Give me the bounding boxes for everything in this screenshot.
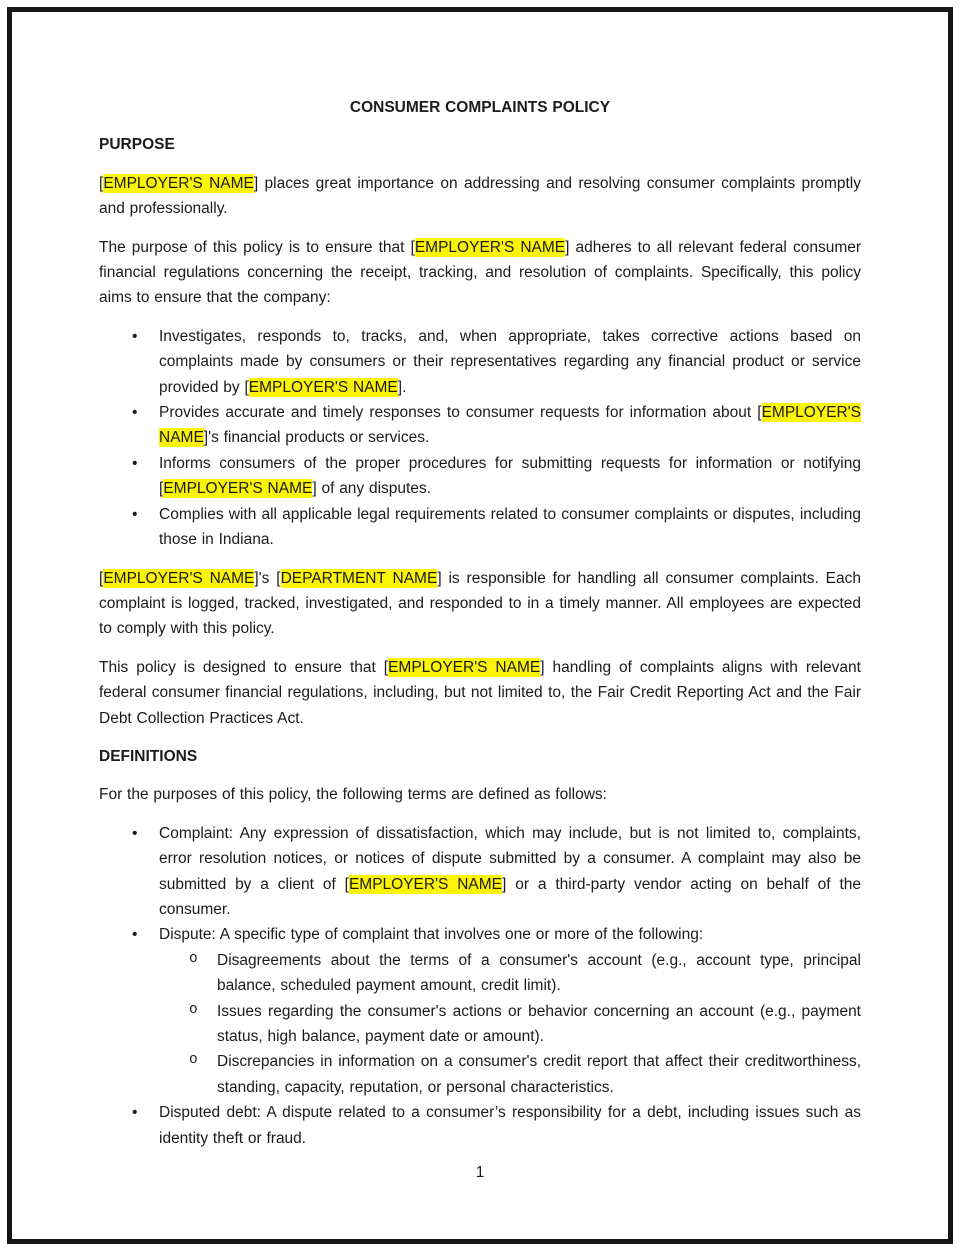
placeholder-highlight: DEPARTMENT NAME xyxy=(280,569,438,587)
text-run: ]'s financial products or services. xyxy=(203,429,430,447)
bullet-list-purpose xyxy=(99,324,861,553)
text-run: ] handling of complaints aligns with relevant federal consumer financial regulations, including, but not limited to, the Fair Credit Reporting Act and the Fair Debt Collection Practices Act. xyxy=(99,658,861,727)
placeholder-highlight: EMPLOYER'S NAME xyxy=(103,569,255,587)
sub-list-item xyxy=(99,1049,861,1100)
text-run: ] of any disputes. xyxy=(312,480,432,498)
list-item-disputed-debt xyxy=(99,1100,861,1151)
list-item-text xyxy=(159,455,861,498)
text-run: ]. xyxy=(397,378,407,396)
placeholder-highlight: EMPLOYER'S NAME xyxy=(348,875,503,893)
paragraph-regulations xyxy=(99,655,861,731)
list-item xyxy=(99,502,861,553)
circle-bullet-icon: o xyxy=(189,950,198,967)
text-run: ] adheres to all relevant federal consumer financial regulations concerning the receipt, tracking, and resolution of complaints. Specifically, this policy aims to ensure that the company: xyxy=(99,238,862,307)
paragraph-intro xyxy=(99,171,861,222)
placeholder-highlight: EMPLOYER'S NAME xyxy=(159,404,861,447)
section-heading-definitions: DEFINITIONS xyxy=(99,747,198,765)
list-item xyxy=(99,324,861,400)
list-item-text xyxy=(159,328,861,397)
text-run: ]'s [ xyxy=(254,569,281,587)
placeholder-highlight: EMPLOYER'S NAME xyxy=(163,480,313,498)
placeholder-highlight: EMPLOYER'S NAME xyxy=(414,238,566,256)
sub-list-item-text xyxy=(217,1003,861,1045)
text-run: Dispute: A specific type of complaint that involves one or more of the following: xyxy=(159,926,704,944)
list-item xyxy=(99,400,861,451)
text-run: Provides accurate and timely responses to consumer requests for information about [ xyxy=(159,404,762,422)
text-run: Disputed debt: A dispute related to a consumer’s responsibility for a debt, including issues such as identity theft or fraud. xyxy=(159,1104,861,1147)
bullet-icon: • xyxy=(132,327,138,345)
list-item-dispute xyxy=(99,922,861,947)
circle-bullet-icon: o xyxy=(189,1001,198,1018)
text-run: Complies with all applicable legal requirements related to consumer complaints or disputes, including those in Indiana. xyxy=(159,505,861,549)
section-heading-purpose: PURPOSE xyxy=(99,136,175,154)
bullet-icon: • xyxy=(132,824,138,842)
text-run: For the purposes of this policy, the following terms are defined as follows: xyxy=(99,786,607,804)
text-run: ] places great importance on addressing and resolving consumer complaints promptly and professionally. xyxy=(99,174,861,218)
bullet-icon: • xyxy=(132,1104,138,1122)
text-run: ] is responsible for handling all consumer complaints. Each complaint is logged, tracked, investigated, and responded to in a timely manner. All employees are expected to comply with this policy. xyxy=(99,569,861,638)
placeholder-highlight: EMPLOYER'S NAME xyxy=(388,658,541,676)
text-run: The purpose of this policy is to ensure that [ xyxy=(99,238,415,256)
text-run: [ xyxy=(99,174,104,192)
sub-bullet-list-dispute xyxy=(99,948,861,1100)
circle-bullet-icon: o xyxy=(189,1052,198,1069)
paragraph-responsibility xyxy=(99,566,861,642)
list-item-text xyxy=(159,506,861,548)
list-item-text xyxy=(159,926,703,943)
bullet-icon: • xyxy=(132,404,138,422)
sub-list-item xyxy=(99,948,861,999)
text-run: Disagreements about the terms of a consumer's account (e.g., account type, principal balance, scheduled payment amount, credit limit). xyxy=(217,951,861,995)
bullet-icon: • xyxy=(132,926,138,944)
sub-list-item-text xyxy=(217,952,861,994)
bullet-icon: • xyxy=(132,505,138,523)
page-border xyxy=(7,7,953,1244)
text-run: ] or a third-party vendor acting on behalf of the consumer. xyxy=(159,875,861,918)
text-run: Complaint: Any expression of dissatisfaction, which may include, but is not limited to, complaints, error resolution notices, or notices of dispute submitted by a consumer. A complaint may also be submitted by a client of [ xyxy=(159,824,861,893)
list-item-complaint xyxy=(99,821,861,923)
paragraph-purpose xyxy=(99,235,861,311)
page-number: 1 xyxy=(475,1164,485,1181)
list-item-text xyxy=(159,825,861,918)
text-run: [ xyxy=(99,569,104,587)
list-item-text xyxy=(159,403,861,447)
list-item-text xyxy=(159,1104,861,1146)
text-run: This policy is designed to ensure that [ xyxy=(99,658,389,676)
bullet-list-definitions xyxy=(99,821,861,1151)
list-item xyxy=(99,451,861,502)
text-run: Discrepancies in information on a consumer's credit report that affect their creditworthiness, standing, capacity, reputation, or personal characteristics. xyxy=(217,1053,861,1096)
sub-list-item-text xyxy=(217,1053,861,1095)
text-run: Issues regarding the consumer's actions or behavior concerning an account (e.g., payment status, high balance, payment date or amount). xyxy=(217,1002,861,1045)
document-page xyxy=(99,95,861,1164)
text-run: Investigates, responds to, tracks, and, when appropriate, takes corrective actions based on complaints made by consumers or their representatives regarding any financial product or service provided by [ xyxy=(159,327,861,396)
paragraph-definitions-intro xyxy=(99,782,861,807)
placeholder-highlight: EMPLOYER'S NAME xyxy=(103,174,254,192)
bullet-icon: • xyxy=(132,454,138,472)
text-run: Informs consumers of the proper procedures for submitting requests for information or notifying [ xyxy=(159,454,861,498)
sub-list-item xyxy=(99,999,861,1050)
doc-title: CONSUMER COMPLAINTS POLICY xyxy=(349,99,611,116)
placeholder-highlight: EMPLOYER'S NAME xyxy=(248,378,398,396)
